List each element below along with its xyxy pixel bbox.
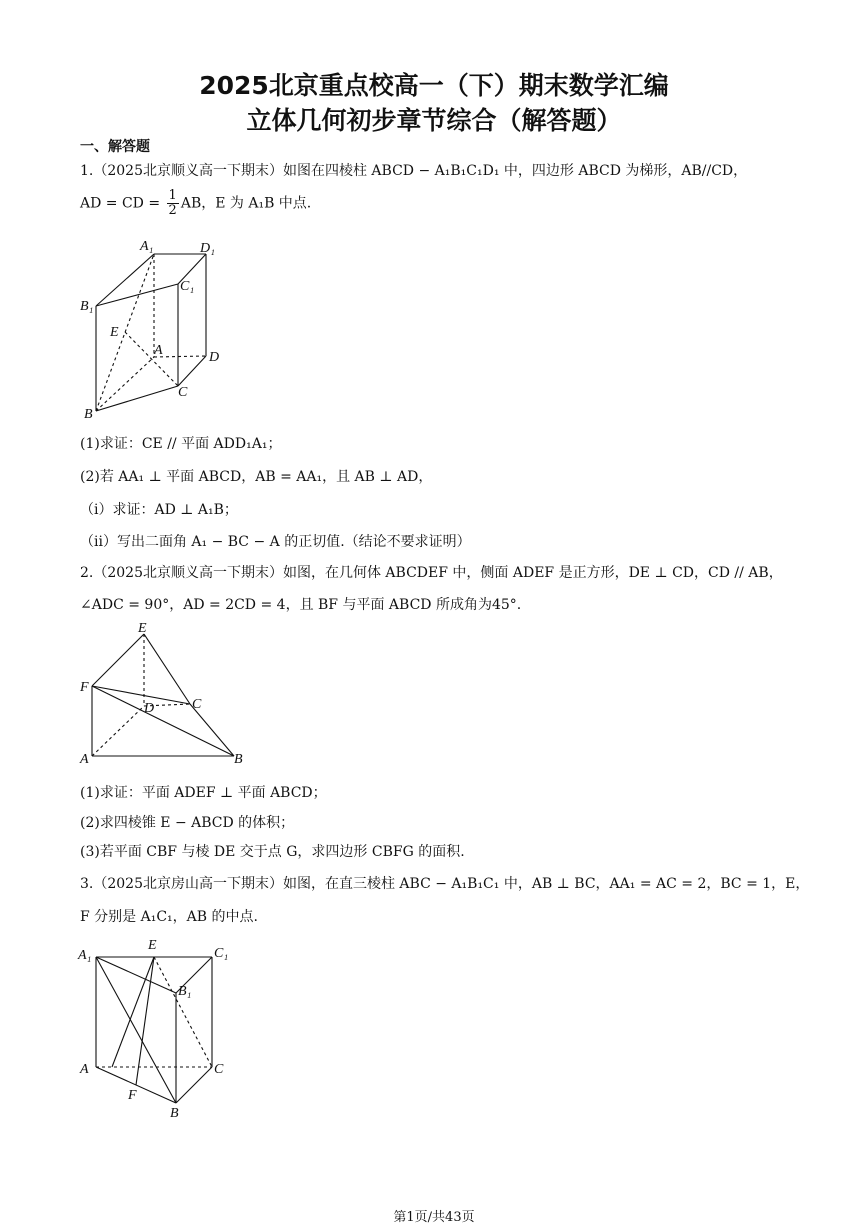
page-footer: 第1页/共43页	[393, 1210, 475, 1225]
fraction-denominator: 2	[168, 203, 177, 218]
label-D: D	[209, 350, 220, 365]
figure-triangular-prism	[76, 935, 236, 1120]
problem2-question3: (3)若平面 CBF 与棱 DE 交于点 G，求四边形 CBFG 的面积.	[80, 844, 465, 860]
problem3-statement-line1: 3.（2025北京房山高一下期末）如图，在直三棱柱 ABC − A₁B₁C₁ 中，AB ⊥ BC，AA₁ = AC = 2，BC = 1，E，	[80, 876, 810, 892]
label-C1: C₁	[180, 279, 195, 294]
problem2-question1: (1)求证：平面 ADEF ⊥ 平面 ABCD；	[80, 785, 327, 801]
label-B: B	[170, 1106, 179, 1120]
problem2-statement-line1: 2.（2025北京顺义高一下期末）如图，在几何体 ABCDEF 中，侧面 ADEF 是正方形，DE ⊥ CD，CD // AB，	[80, 565, 783, 581]
label-B1: B₁	[178, 984, 192, 999]
problem2-question2: (2)求四棱锥 E − ABCD 的体积；	[80, 815, 295, 831]
label-A: A	[80, 1062, 89, 1077]
problem1-question2: (2)若 AA₁ ⊥ 平面 ABCD，AB = AA₁，且 AB ⊥ AD，	[80, 469, 433, 485]
label-A1: A₁	[140, 239, 154, 254]
figure-prism-abcd	[76, 236, 236, 424]
label-A: A	[80, 752, 89, 767]
problem2-statement-line2: ∠ADC = 90°，AD = 2CD = 4，且 BF 与平面 ABCD 所成角为45°.	[80, 597, 522, 613]
problem1-question2-i: （i）求证：AD ⊥ A₁B；	[80, 502, 238, 518]
label-B: B	[234, 752, 243, 767]
label-E: E	[138, 621, 147, 636]
label-C: C	[214, 1062, 224, 1077]
label-B1: B₁	[80, 299, 94, 314]
section-heading: 一、解答题	[80, 139, 150, 155]
label-D: D	[144, 701, 155, 716]
problem1-line2-after: AB，E 为 A₁B 中点.	[180, 195, 312, 212]
label-C: C	[192, 697, 202, 712]
page-subtitle: 立体几何初步章节综合（解答题）	[246, 106, 622, 135]
figure-solid-abcdef	[76, 618, 256, 768]
problem1-question2-ii: （ii）写出二面角 A₁ − BC − A 的正切值.（结论不要求证明）	[80, 534, 471, 550]
problem1-statement-line2	[80, 189, 311, 218]
problem1-statement-line1: 1.（2025北京顺义高一下期末）如图在四棱柱 ABCD − A₁B₁C₁D₁ 中，四边形 ABCD 为梯形，AB//CD，	[80, 163, 748, 179]
label-C: C	[178, 385, 188, 400]
page-title: 2025北京重点校高一（下）期末数学汇编	[199, 71, 669, 100]
fraction-numerator: 1	[168, 188, 177, 203]
label-B: B	[84, 407, 93, 422]
label-C1: C₁	[214, 946, 229, 961]
label-A1: A₁	[78, 948, 92, 963]
problem3-statement-line2: F 分别是 A₁C₁，AB 的中点.	[80, 909, 258, 925]
label-A: A	[154, 343, 163, 358]
problem1-line2-before: AD = CD =	[80, 195, 165, 212]
label-E: E	[148, 938, 157, 953]
label-D1: D₁	[200, 241, 215, 256]
problem1-question1: (1)求证：CE // 平面 ADD₁A₁；	[80, 436, 282, 452]
label-F: F	[80, 680, 89, 695]
fraction-one-half	[167, 189, 179, 218]
label-F: F	[128, 1088, 137, 1103]
label-E: E	[110, 325, 119, 340]
